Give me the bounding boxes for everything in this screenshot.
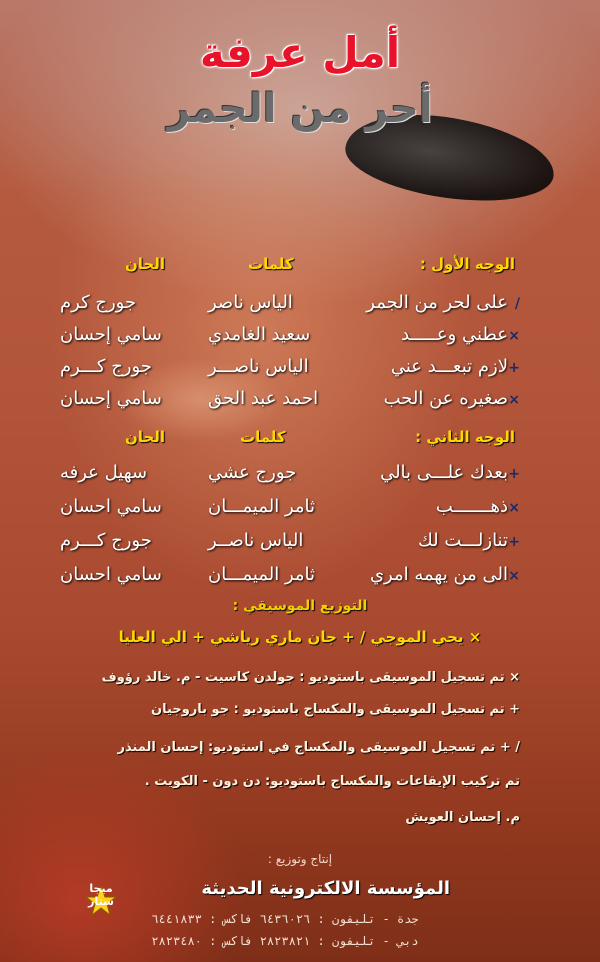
- track-composer: سامي احسان: [60, 496, 162, 517]
- track-title: على لحر من الجمر: [366, 292, 508, 313]
- track-composer: جورج كـــرم: [60, 530, 152, 551]
- track-row: [60, 462, 520, 492]
- track-composer: جورج كـــرم: [60, 356, 152, 377]
- recording-note: × تم تسجيل الموسيقى باستوديو : جولدن كاسيت - م. خالد رؤوف: [101, 670, 520, 685]
- lyrics-column-label: كلمات: [248, 255, 294, 273]
- track-title: ذهـــــــب: [435, 496, 508, 517]
- track-row: [60, 388, 520, 418]
- logo-text: ميجا ستار: [88, 882, 114, 908]
- music-column-label: الحان: [125, 428, 166, 446]
- lyrics-column-label: كلمات: [240, 428, 286, 446]
- contact-dubai: دبي - تليفون : ٢٨٢٣٨٢١ فاكس : ٢٨٢٣٤٨٠: [151, 934, 419, 948]
- track-composer: سامي إحسان: [60, 324, 162, 345]
- arrangement-names: × يحي الموجي / + جان ماري رياشي + الي العليا: [118, 628, 482, 646]
- music-column-label: الحان: [125, 255, 166, 273]
- arrangement-heading: التوزيع الموسيقي :: [232, 598, 368, 614]
- side-two-header: [95, 428, 515, 454]
- engineer-credit: م. إحسان العويش: [405, 810, 520, 825]
- side-one-header: [95, 255, 515, 281]
- track-composer: سامي احسان: [60, 564, 162, 585]
- track-lyricist: سعيد الغامدي: [208, 324, 311, 345]
- side-two-heading: الوجه الثاني :: [415, 428, 515, 446]
- side-one-heading: الوجه الأول :: [419, 255, 515, 273]
- track-title: تنازلـــت لك: [418, 530, 508, 551]
- track-lyricist: ثامر الميمـــان: [208, 496, 316, 517]
- track-row: [60, 564, 520, 594]
- track-marker: ×: [508, 392, 520, 408]
- recording-note: تم تركيب الإيقاعات والمكساج باستوديو: دن دون - الكويت .: [144, 774, 520, 789]
- track-marker: +: [508, 360, 520, 376]
- track-marker: +: [508, 466, 520, 482]
- track-title: بعدك علـــى بالي: [380, 462, 508, 483]
- track-marker: ×: [508, 328, 520, 344]
- track-composer: سامي إحسان: [60, 388, 162, 409]
- track-lyricist: جورج عشي: [208, 462, 297, 483]
- track-marker: ×: [508, 500, 520, 516]
- album-title: أحر من الجمر: [167, 86, 433, 132]
- track-title: عطني وعـــــد: [401, 324, 508, 345]
- company-name: المؤسسة الالكترونية الحديثة: [201, 878, 450, 899]
- track-lyricist: الياس ناصر: [208, 292, 293, 313]
- track-marker: /: [514, 296, 520, 312]
- track-title: صغيره عن الحب: [383, 388, 508, 409]
- track-row: [60, 496, 520, 526]
- track-row: [60, 324, 520, 354]
- track-row: [60, 356, 520, 386]
- track-marker: +: [508, 534, 520, 550]
- recording-note: + تم تسجيل الموسيقى والمكساج باستوديو : جو باروجيان: [151, 702, 520, 717]
- track-marker: ×: [508, 568, 520, 584]
- track-title: لازم تبعـــد عني: [390, 356, 508, 377]
- track-title: الى من يهمه امري: [369, 564, 508, 585]
- recording-note: / + تم تسجيل الموسيقى والمكساج في استوديو: إحسان المنذر: [117, 740, 520, 755]
- track-lyricist: الياس ناصــر: [208, 530, 304, 551]
- artist-title: أمل عرفة: [199, 28, 401, 77]
- track-lyricist: احمد عبد الحق: [208, 388, 319, 409]
- track-lyricist: ثامر الميمـــان: [208, 564, 316, 585]
- track-row: [60, 292, 520, 322]
- track-composer: جورج كرم: [60, 292, 137, 313]
- production-label: إنتاج وتوزيع :: [267, 852, 333, 866]
- track-lyricist: الياس ناصـــر: [208, 356, 309, 377]
- star-logo: [76, 878, 126, 918]
- contact-jeddah: جدة - تليفون : ٦٤٣٦٠٢٦ فاكس : ٦٤٤١٨٣٣: [151, 912, 419, 926]
- track-row: [60, 530, 520, 560]
- track-composer: سهيل عرفه: [60, 462, 148, 483]
